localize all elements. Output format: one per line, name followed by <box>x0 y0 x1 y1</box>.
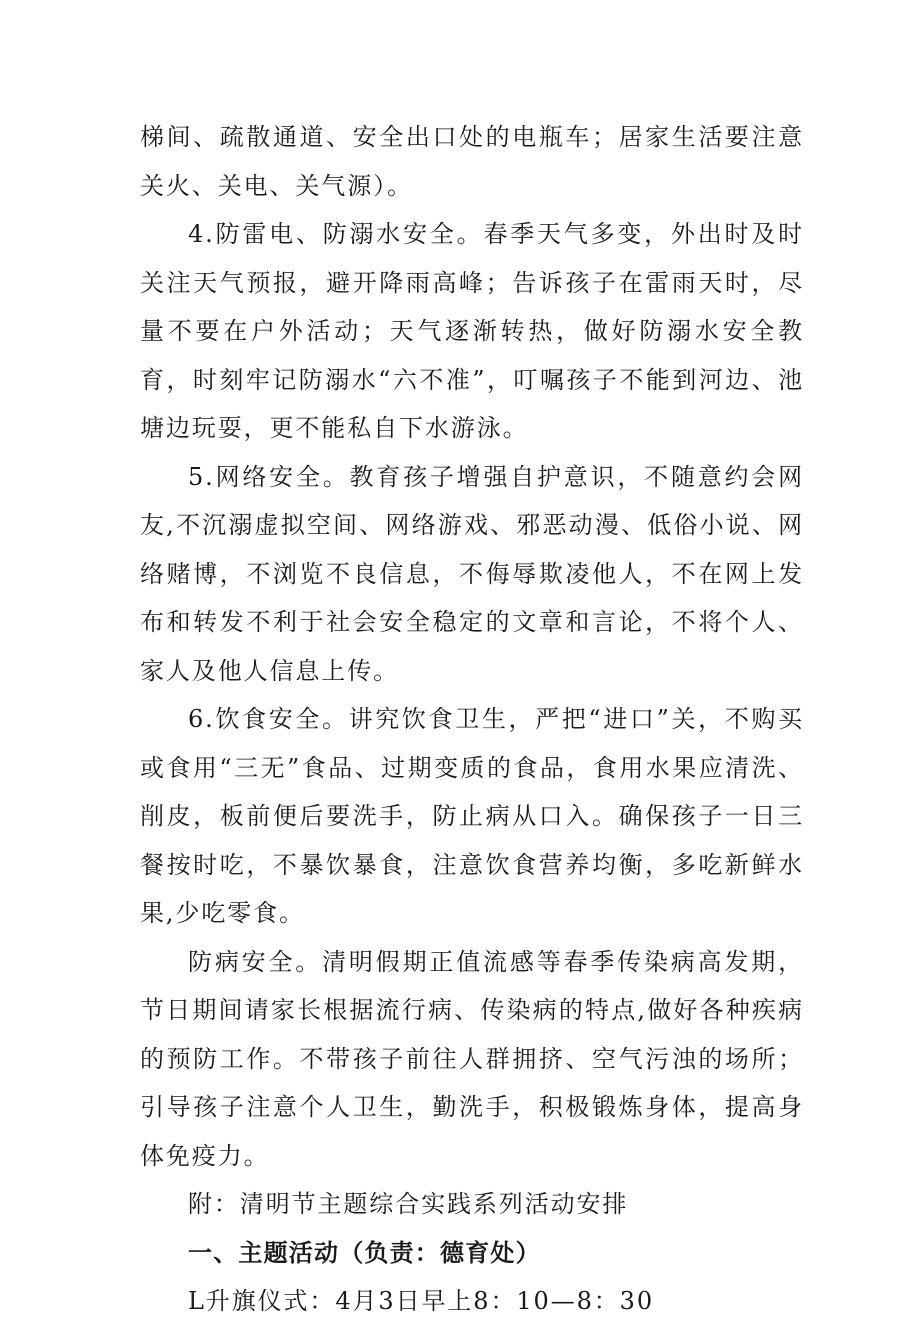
paragraph-appendix: 附：清明节主题综合实践系列活动安排 <box>188 1190 629 1218</box>
paragraph-food-safety: 6.饮食安全。讲究饮食卫生，严把“进口”关，不购买或食用“三无”食品、过期变质的食品，食用水果应清洗、削皮，板前便后要洗手，防止病从口入。确保孩子一日三餐按时吃，不暴饮暴食，注意饮食营养均衡，多吃新鲜水果,少吃零食。 <box>140 705 804 927</box>
document-body <box>140 113 804 1326</box>
paragraph-internet-safety: 5.网络安全。教育孩子增强自护意识，不随意约会网友,不沉溺虚拟空间、网络游戏、邪恶动漫、低俗小说、网络赌博，不浏览不良信息，不侮辱欺凌他人，不在网上发布和转发不利于社会安全稳定的文章和言论，不将个人、家人及他人信息上传。 <box>140 462 804 685</box>
activity-flag-ceremony: L升旗仪式：4月3日早上8：10—8：30 <box>188 1287 654 1315</box>
paragraph-lightning-drowning-safety: 4.防雷电、防溺水安全。春季天气多变，外出时及时关注天气预报，避开降雨高峰；告诉孩子在雷雨天时，尽量不要在户外活动；天气逐渐转热，做好防溺水安全教育，时刻牢记防溺水“六不准”，叮嘱孩子不能到河边、池塘边玩耍，更不能私自下水游泳。 <box>140 220 804 442</box>
paragraph-disease-prevention: 防病安全。清明假期正值流感等春季传染病高发期，节日期间请家长根据流行病、传染病的特点,做好各种疾病的预防工作。不带孩子前往人群拥挤、空气污浊的场所；引导孩子注意个人卫生，勤洗手，积极锻炼身体，提高身体免疫力。 <box>140 947 804 1170</box>
section-heading: 一、主题活动（负责：德育处） <box>188 1238 541 1267</box>
paragraph-continuation: 梯间、疏散通道、安全出口处的电瓶车；居家生活要注意关火、关电、关气源）。 <box>140 123 804 200</box>
